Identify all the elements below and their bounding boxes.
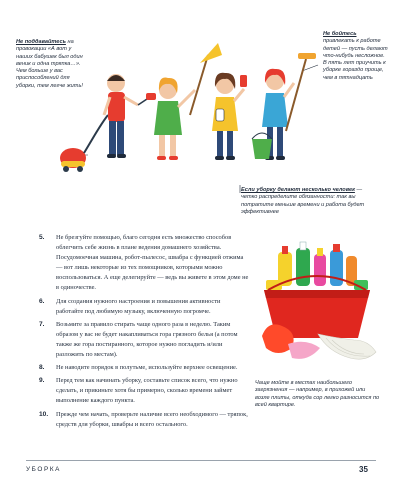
item-text: Для создания нужного настроения и повышения активности работайте под любимую музыку, включенную погромче. bbox=[56, 297, 221, 315]
callout-right-title: Не бойтесь bbox=[323, 31, 357, 37]
item-number: 6. bbox=[39, 297, 45, 305]
list-item bbox=[39, 320, 249, 360]
item-text: Возьмите за правило стирать чаще одного раза в неделю. Таким образом у вас не будет накапливаться гора грязного белья (а потом также же гора постиранного, которое нужно погладить и/или разложить по местам). bbox=[56, 320, 238, 359]
item-number: 7. bbox=[39, 320, 45, 328]
list-item bbox=[39, 363, 249, 373]
callout-right bbox=[323, 31, 389, 82]
vacuum-cleaner-icon bbox=[60, 115, 108, 172]
item-number: 9. bbox=[39, 377, 45, 385]
list-item bbox=[39, 376, 249, 406]
section-label: УБОРКА bbox=[26, 466, 62, 473]
callout-bottom-title: Если уборку делают несколько человек bbox=[241, 187, 355, 193]
caption-text: Чаще мойте в местах наибольшего загрязнения — например, в прихожей или возле плиты, откуда сор легко разносится по всей квартире. bbox=[255, 380, 380, 408]
callout-left-title: Не поддавайтесь bbox=[16, 39, 66, 45]
item-text: Не брезгуйте помощью, благо сегодня есть множество способов облегчить себе жизнь в плане ведения домашнего хозяйства. Посудомоечная машина, робот-пылесос, швабра с функцией отжима — вот лишь некоторые из тех помощников, которыми можно воспользоваться. А еще делегируйте — ведь вы живете в этом доме не в одиночестве. bbox=[56, 234, 249, 292]
child-spray-icon bbox=[212, 73, 247, 160]
item-text: Перед тем как начинать уборку, составьте список всего, что нужно сделать, и прикиньте хотя бы примерно, сколько времени займет выполнение каждого пункта. bbox=[56, 377, 238, 405]
item-number: 10. bbox=[39, 410, 49, 418]
list-item bbox=[39, 233, 249, 294]
list-item bbox=[39, 410, 249, 430]
footer-rule bbox=[26, 460, 376, 461]
item-text: Прежде чем начать, проверьте наличие всего необходимого — тряпок, средств для уборки, швабры и всего остального. bbox=[56, 410, 248, 428]
children-cleaning-illustration bbox=[40, 35, 325, 195]
cleaning-supplies-photo bbox=[258, 240, 378, 375]
photo-caption bbox=[255, 380, 381, 409]
callout-right-body: привлекать к работе детей — пусть делают что-нибудь несложное. В пять лет приучить к уборке гораздо проще, чем в пятнадцать bbox=[323, 38, 388, 81]
item-text: Не наводите порядок в полутьме, используйте верхнее освещение. bbox=[56, 364, 238, 372]
tips-list bbox=[39, 233, 249, 433]
list-item bbox=[39, 297, 249, 317]
item-number: 5. bbox=[39, 234, 45, 241]
item-number: 8. bbox=[39, 364, 45, 372]
callout-bottom-body: — четко распределите обязанности: так вы потратите меньше времени и работа будет эффективнее bbox=[241, 187, 365, 215]
child-broom-icon bbox=[154, 43, 222, 160]
callout-left-body: на провокации «А вот у наших бабушек был один веник и одна тряпка…». Чем больше у вас приспособлений для уборки, тем легче жить! bbox=[16, 39, 83, 89]
page-number: 35 bbox=[359, 465, 368, 474]
child-vacuum-icon bbox=[104, 74, 156, 158]
